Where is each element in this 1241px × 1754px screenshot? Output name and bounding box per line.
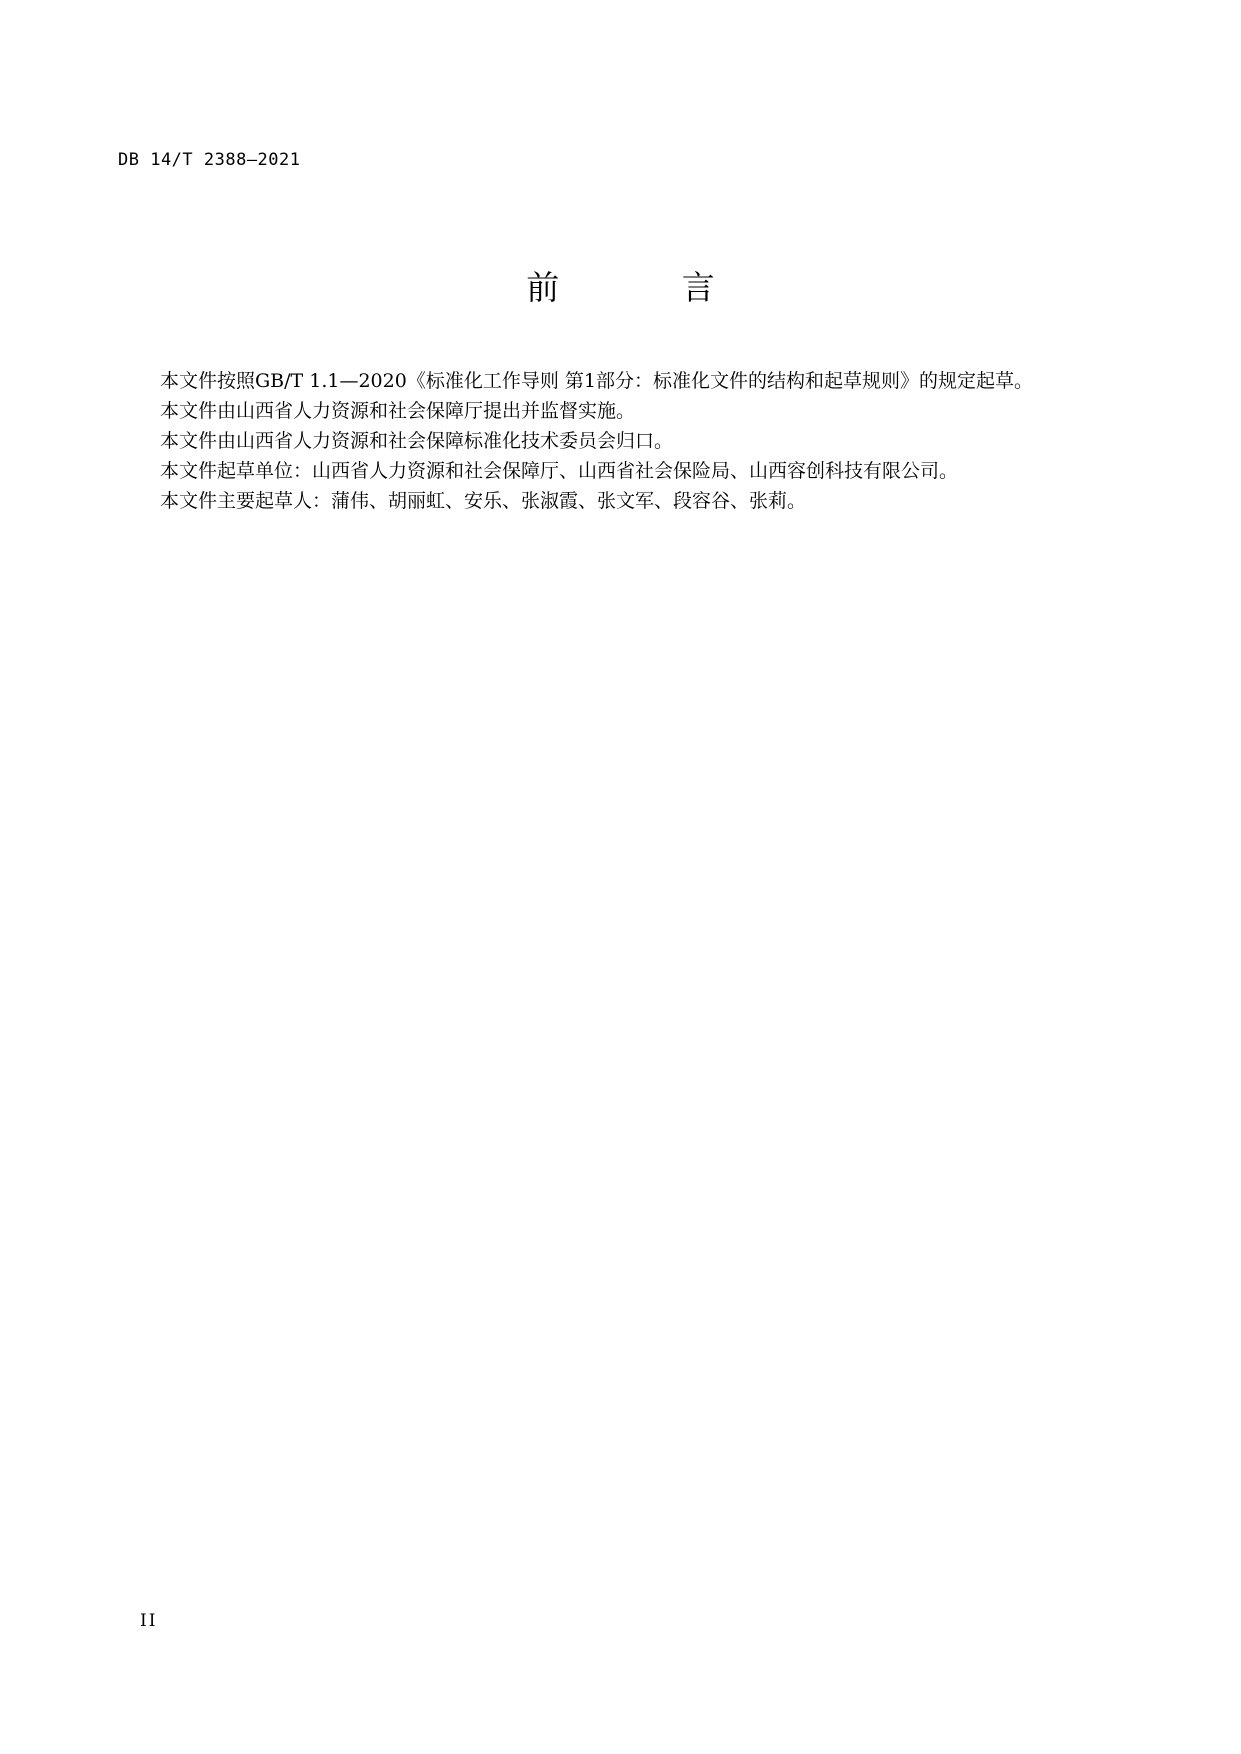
- paragraph-main-drafters: 本文件主要起草人：蒲伟、胡丽虹、安乐、张淑霞、张文军、段容谷、张莉。: [160, 490, 807, 512]
- paragraph-drafting-basis: 本文件按照GB/T 1.1—2020《标准化工作导则 第1部分：标准化文件的结构和起草规则》的规定起草。: [160, 370, 1033, 392]
- page-title: 前 言: [526, 268, 771, 307]
- paragraph-technical-committee: 本文件由山西省人力资源和社会保障标准化技术委员会归口。: [160, 430, 674, 452]
- standard-code: DB 14/T 2388—2021: [118, 150, 301, 170]
- paragraph-drafting-units: 本文件起草单位：山西省人力资源和社会保障厅、山西省社会保险局、山西容创科技有限公司。: [160, 460, 959, 482]
- document-body: [118, 366, 1093, 516]
- paragraph-proposer: 本文件由山西省人力资源和社会保障厅提出并监督实施。: [160, 400, 636, 422]
- page-number: II: [140, 1611, 158, 1631]
